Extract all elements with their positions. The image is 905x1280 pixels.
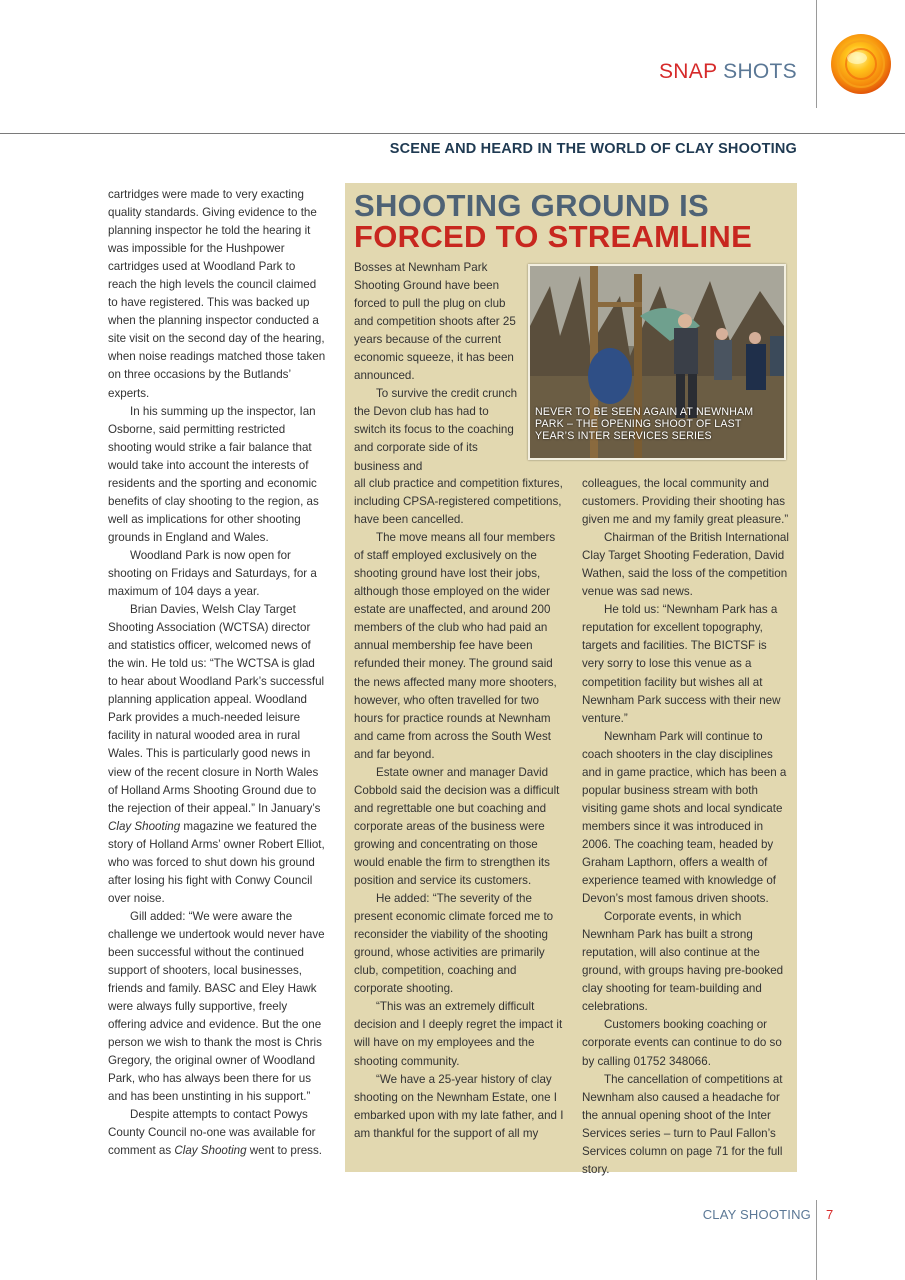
article-paragraph: Bosses at Newnham Park Shooting Ground have been forced to pull the plug on club and competition shoots after 25 years because of the current economic squeeze, it has been announced. xyxy=(354,261,516,383)
left-column xyxy=(108,186,326,1161)
left-paragraph xyxy=(108,601,326,908)
left-paragraph-text: Despite attempts to contact Powys County Council no-one was available for comment as xyxy=(108,1108,316,1158)
left-paragraph: cartridges were made to very exacting quality standards. Giving evidence to the planning inspector he told the hearing it was impossible for the Hushpower cartridges used at Woodland Park to reach the high levels the council claimed to have registered. This was backed up when the planning inspector conducted a site visit on the second day of the hearing, when noise readings matched those taken on three occasions by the Butlands’ experts. xyxy=(108,188,326,400)
section-title-part2: SHOTS xyxy=(717,60,797,83)
article-paragraph: “We have a 25-year history of clay shooting on the Newnham Estate, one I embarked upon with my late father, and I am thankful for the support of all my xyxy=(354,1072,564,1140)
clay-target-logo xyxy=(830,33,892,95)
page-number: 7 xyxy=(826,1207,834,1222)
section-kicker: SCENE AND HEARD IN THE WORLD OF CLAY SHOOTING xyxy=(389,141,797,157)
header-divider-line xyxy=(816,0,817,108)
article-paragraph: To survive the credit crunch the Devon club has had to switch its focus to the coaching and corporate side of its business and xyxy=(354,387,518,473)
article-paragraph: The cancellation of competitions at Newnham also caused a headache for the annual opening shoot of the Inter Services series – turn to Paul Fallon’s Services column on page 71 for the full story. xyxy=(582,1072,783,1176)
headline-line-2: FORCED TO STREAMLINE xyxy=(354,219,753,254)
article-paragraph: Newnham Park will continue to coach shooters in the clay disciplines and in game practice, which has been a popular business stream with both visiting game shots and local syndicate members since it was introduced in 2006. The coaching team, headed by Graham Lapthorn, offers a wealth of experience teamed with knowledge of Devon’s most famous driven shoots. xyxy=(582,729,787,906)
magazine-name: Clay Shooting xyxy=(174,1144,247,1158)
article-paragraph: The move means all four members of staff employed exclusively on the shooting ground have lost their jobs, although those employed on the wider estate are unaffected, and around 200 members of the club who had paid an annual membership fee have been refunded their money. The ground said the news affected many more shooters, however, who often travelled for two hours for practice rounds at Newnham and came from across the South West and far beyond. xyxy=(354,531,557,761)
article-paragraph: all club practice and competition fixtures, including CPSA-registered competitions, have been cancelled. xyxy=(354,477,563,527)
footer-divider-line xyxy=(816,1200,817,1280)
article-right-column xyxy=(582,475,790,1179)
section-title xyxy=(659,60,797,84)
photo-caption: NEVER TO BE SEEN AGAIN AT NEWNHAM PARK – THE OPENING SHOOT OF LAST YEAR’S INTER SERVICES SERIES xyxy=(535,406,754,442)
article-headline xyxy=(354,190,794,252)
article-paragraph: Chairman of the British International Clay Target Shooting Federation, David Wathen, said the loss of the competition venue was sad news. xyxy=(582,531,789,599)
article-paragraph: “This was an extremely difficult decision and I deeply regret the impact it will have on my employees and the shooting community. xyxy=(354,1000,563,1068)
left-paragraph-text: Brian Davies, Welsh Clay Target Shooting Association (WCTSA) director and statistics officer, welcomed news of the win. He told us: “The WCTSA is glad to hear about Woodland Park’s successful planning application appeal. Woodland Park provides a much-needed leisure facility in natural wooded area in rural Wales. This is particularly good news in view of the recent closure in North Wales of Holland Arms Shooting Ground due to the rejection of their appeal.” In January’s xyxy=(108,603,325,815)
article-paragraph: Customers booking coaching or corporate events can continue to do so by calling 01752 348066. xyxy=(582,1018,782,1068)
article-paragraph: Corporate events, in which Newnham Park has built a strong reputation, will also continue at the ground, with groups having pre-booked clay shooting for team-building and celebrations. xyxy=(582,910,784,1014)
headline-line-1: SHOOTING GROUND IS xyxy=(354,188,710,223)
footer-publication: CLAY SHOOTING xyxy=(702,1207,811,1222)
article-middle-column xyxy=(354,475,564,1143)
left-paragraph xyxy=(108,1106,326,1160)
left-paragraph: Woodland Park is now open for shooting on Fridays and Saturdays, for a maximum of 104 days a year. xyxy=(108,548,317,599)
article-paragraph: He told us: “Newnham Park has a reputation for excellent topography, targets and facilities. The BICTSF is very sorry to lose this venue as a competition facility but wishes all at Newnham Park success with their new venture.” xyxy=(582,603,781,725)
article-intro-column xyxy=(354,259,522,476)
left-paragraph-text: magazine we featured the story of Holland Arms’ owner Robert Elliot, who was forced to shut down his ground after losing his fight with Conwy Council over noise. xyxy=(108,819,325,905)
left-paragraph: Gill added: “We were aware the challenge we undertook would never have been successful without the continued support of shooters, local businesses, friends and family. BASC and Eley Hawk were always fully supportive, freely offering advice and evidence. But the one person we wish to thank the most is Chris Gregory, the original owner of Woodland Park, who has always been there for us and has been unstinting in his support.” xyxy=(108,909,325,1104)
magazine-name: Clay Shooting xyxy=(108,819,181,833)
article-paragraph: He added: “The severity of the present economic climate forced me to reconsider the viability of the shooting ground, whose activities are primarily club, competition, coaching and corporate shooting. xyxy=(354,892,554,996)
left-paragraph: In his summing up the inspector, Ian Osborne, said permitting restricted shooting would strike a fair balance that would take into account the interests of residents and the sporting and economic benefits of clay shooting to the region, as well as implications for other shooting grounds in England and Wales. xyxy=(108,404,319,544)
section-title-part1: SNAP xyxy=(659,60,718,83)
article-paragraph: colleagues, the local community and customers. Providing their shooting has given me and my family great pleasure.” xyxy=(582,477,789,527)
header-rule xyxy=(0,133,905,134)
article-paragraph: Estate owner and manager David Cobbold said the decision was a difficult and regrettable one but coaching and corporate areas of the business were growing and concentrating on those would enable the firm to strengthen its position and service its customers. xyxy=(354,765,560,888)
left-paragraph-text: went to press. xyxy=(246,1144,322,1158)
